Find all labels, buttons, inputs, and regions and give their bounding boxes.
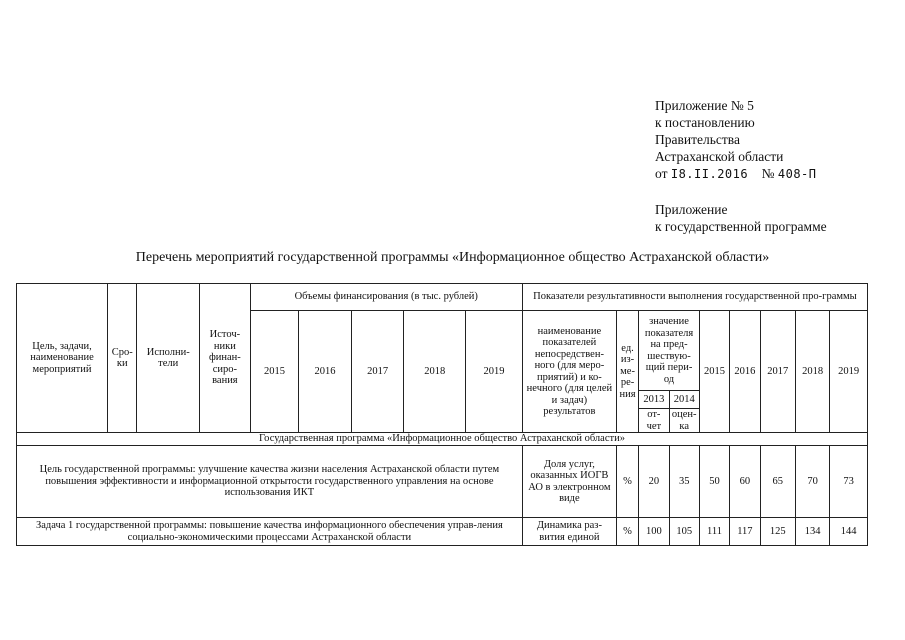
- value-cell: 117: [730, 518, 760, 546]
- value-2014: 105: [669, 518, 699, 546]
- sources-column-header: Источ-ники финан-сиро-вания: [200, 284, 251, 433]
- value-cell: 60: [730, 446, 760, 518]
- value-cell: 65: [760, 446, 795, 518]
- measures-table: [16, 283, 868, 546]
- funding-year-header: 2018: [404, 311, 466, 433]
- appendix-line-2: к постановлению: [655, 115, 755, 130]
- unit-cell: %: [616, 518, 638, 546]
- unit-cell: %: [616, 446, 638, 518]
- funding-year-header: 2017: [351, 311, 404, 433]
- appendix-line-4: Астраханской области: [655, 149, 784, 164]
- funding-year-header: 2015: [250, 311, 299, 433]
- indicator-year-header: 2019: [830, 311, 868, 433]
- value-cell: 134: [795, 518, 829, 546]
- terms-column-header: Сро-ки: [108, 284, 137, 433]
- number-prefix: №: [761, 166, 775, 181]
- indicator-year-header: 2017: [760, 311, 795, 433]
- value-cell: 144: [830, 518, 868, 546]
- indicator-name: Динамика раз-вития единой: [522, 518, 616, 546]
- value-cell: 73: [830, 446, 868, 518]
- section-row: [17, 433, 868, 446]
- decree-date: I8.II.2016: [670, 167, 749, 181]
- appendix-date-line: [655, 165, 817, 183]
- task-text: Задача 1 государственной программы: повышение качества информационного обеспечения управ-ления социально-экономическими процессами Астраханской области: [17, 518, 523, 546]
- goal-text: Цель государственной программы: улучшение качества жизни населения Астраханской области путем повышения эффективности и информационной открытости государственного управления на основе использования ИКТ: [17, 446, 523, 518]
- previous-period-header: значение показателя на пред-шествую-щий пери-од: [639, 311, 700, 391]
- value-cell: 50: [699, 446, 729, 518]
- value-cell: 111: [699, 518, 729, 546]
- table-row: [17, 518, 868, 546]
- value-2014: 35: [669, 446, 699, 518]
- decree-number: 408-П: [777, 167, 817, 181]
- indicator-year-header: 2016: [730, 311, 760, 433]
- executors-column-header: Исполни-тели: [137, 284, 200, 433]
- appendix-block: [655, 97, 817, 183]
- section-title: Государственная программа «Информационное общество Астраханской области»: [17, 433, 868, 446]
- table-row: [17, 446, 868, 518]
- year-2013-header: 2013: [639, 391, 669, 409]
- indicators-group-header: Показатели результативности выполнения государственной про-граммы: [522, 284, 867, 311]
- value-2013: 100: [639, 518, 669, 546]
- year-2014-header: 2014: [669, 391, 699, 409]
- funding-year-header: 2016: [299, 311, 352, 433]
- value-cell: 70: [795, 446, 829, 518]
- indicator-name: Доля услуг, оказанных ИОГВ АО в электронном виде: [522, 446, 616, 518]
- report-header: от-чет: [639, 409, 669, 433]
- estimate-header: оцен-ка: [669, 409, 699, 433]
- funding-year-header: 2019: [466, 311, 523, 433]
- document-title: Перечень мероприятий государственной программы «Информационное общество Астраханской области»: [135, 250, 770, 265]
- appendix-line-3: Правительства: [655, 132, 740, 147]
- date-prefix: от: [655, 166, 668, 181]
- funding-group-header: Объемы финансирования (в тыс. рублей): [250, 284, 522, 311]
- unit-header: ед. из-ме-ре-ния: [616, 311, 638, 433]
- indicator-year-header: 2018: [795, 311, 829, 433]
- header-row-1: [17, 284, 868, 311]
- indicator-year-header: 2015: [699, 311, 729, 433]
- appendix-line-1: Приложение № 5: [655, 98, 754, 113]
- goal-column-header: Цель, задачи, наименование мероприятий: [17, 284, 108, 433]
- appendix-program-block: [655, 201, 827, 235]
- value-cell: 125: [760, 518, 795, 546]
- indicator-name-header: наименование показателей непосредствен-ного (для меро-приятий) и ко-нечного (для целей и задач) результатов: [522, 311, 616, 433]
- appendix-program-line-2: к государственной программе: [655, 219, 827, 234]
- appendix-program-line-1: Приложение: [655, 202, 728, 217]
- value-2013: 20: [639, 446, 669, 518]
